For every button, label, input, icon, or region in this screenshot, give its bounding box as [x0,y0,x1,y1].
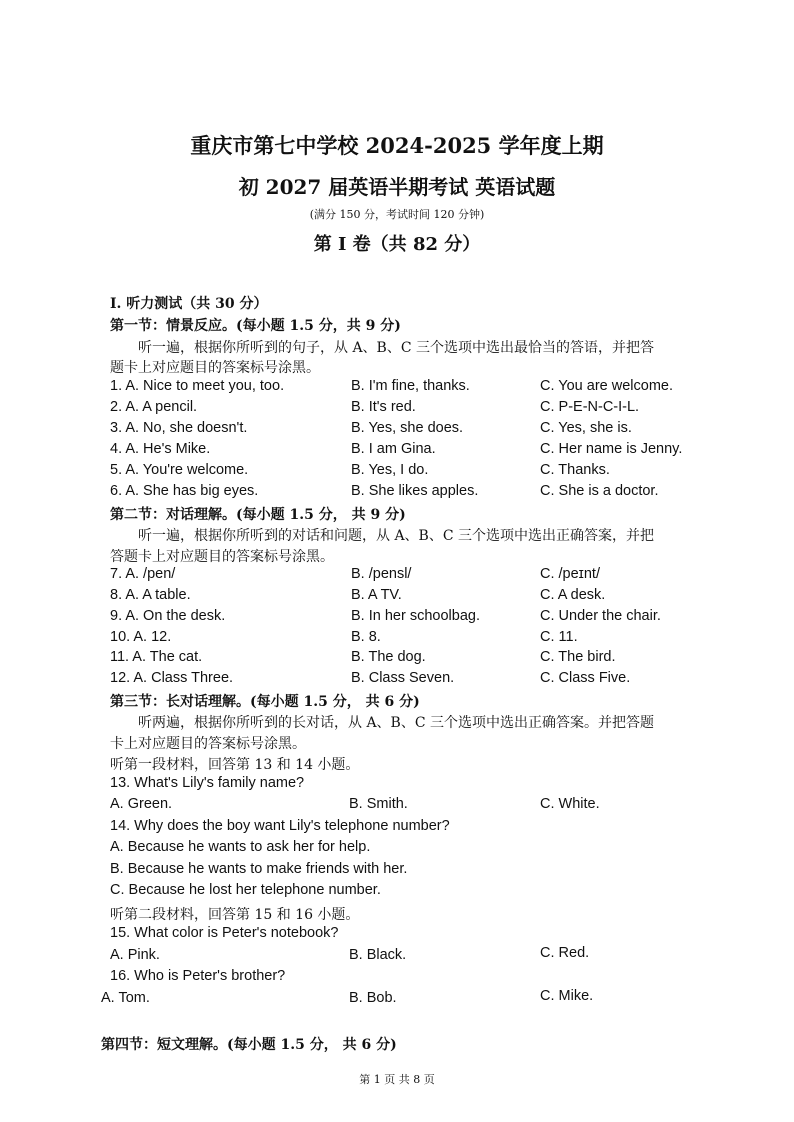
q11-option-c: C. The bird. [540,649,616,665]
q2-option-a: 2. A. A pencil. [110,399,198,415]
section1-heading: 第一节：情景反应。(每小题 1.5 分，共 9 分) [110,318,401,334]
q7-option-c: C. /peɪnt/ [540,566,600,582]
q6-option-a: 6. A. She has big eyes. [110,483,259,499]
q10-option-c: C. 11. [540,629,578,645]
q12-option-a: 12. A. Class Three. [110,670,234,686]
q15-option-b: B. Black. [349,947,407,963]
q7-option-a: 7. A. /pen/ [110,566,176,582]
q14-stem: 14. Why does the boy want Lily's telephone number? [110,818,450,834]
q1-option-c: C. You are welcome. [540,378,673,394]
q15-stem: 15. What color is Peter's notebook? [110,925,339,941]
section3-instruction-line1: 听两遍，根据你所听到的长对话，从 A、B、C 三个选项中选出正确答案。并把答题 [138,715,655,731]
section4-heading: 第四节：短文理解。(每小题 1.5 分， 共 6 分) [101,1037,397,1053]
q14-option-b: B. Because he wants to make friends with her. [110,861,408,877]
q16-option-b: B. Bob. [349,990,397,1006]
q10-option-a: 10. A. 12. [110,629,172,645]
q1-option-b: B. I'm fine, thanks. [351,378,470,394]
q3-option-a: 3. A. No, she doesn't. [110,420,248,436]
q13-stem: 13. What's Lily's family name? [110,775,305,791]
exam-title-line1: 重庆市第七中学校 2024-2025 学年度上期 [190,133,604,158]
q16-option-c: C. Mike. [540,988,594,1004]
q8-option-c: C. A desk. [540,587,606,603]
page-number: 第 1 页 共 8 页 [359,1073,435,1086]
q9-option-b: B. In her schoolbag. [351,608,480,624]
q15-option-a: A. Pink. [110,947,160,963]
section2-instruction-line1: 听一遍，根据你所听到的对话和问题，从 A、B、C 三个选项中选出正确答案，并把 [138,528,655,544]
q9-option-a: 9. A. On the desk. [110,608,226,624]
section1-instruction-line1: 听一遍，根据你所听到的句子，从 A、B、C 三个选项中选出最恰当的答语，并把答 [138,340,655,356]
q3-option-c: C. Yes, she is. [540,420,632,436]
section3-material2: 听第二段材料，回答第 15 和 16 小题。 [110,907,360,923]
q8-option-a: 8. A. A table. [110,587,191,603]
q6-option-b: B. She likes apples. [351,483,479,499]
q11-option-b: B. The dog. [351,649,426,665]
section3-instruction-line2: 卡上对应题目的答案标号涂黑。 [110,736,306,752]
part1-heading: I. 听力测试（共 30 分） [110,296,268,312]
q8-option-b: B. A TV. [351,587,402,603]
q4-option-a: 4. A. He's Mike. [110,441,211,457]
q3-option-b: B. Yes, she does. [351,420,464,436]
q12-option-b: B. Class Seven. [351,670,455,686]
q12-option-c: C. Class Five. [540,670,631,686]
q6-option-c: C. She is a doctor. [540,483,659,499]
q2-option-b: B. It's red. [351,399,416,415]
exam-title-line2: 初 2027 届英语半期考试 英语试题 [238,175,556,199]
exam-subtitle: (满分 150 分，考试时间 120 分钟) [309,208,485,221]
section1-instruction-line2: 题卡上对应题目的答案标号涂黑。 [110,360,320,376]
q9-option-c: C. Under the chair. [540,608,661,624]
q13-option-c: C. White. [540,796,600,812]
q11-option-a: 11. A. The cat. [110,649,203,665]
section3-heading: 第三节：长对话理解。(每小题 1.5 分， 共 6 分) [110,694,420,710]
q5-option-b: B. Yes, I do. [351,462,429,478]
section2-heading: 第二节：对话理解。(每小题 1.5 分， 共 9 分) [110,507,406,523]
q7-option-b: B. /pensl/ [351,566,412,582]
q13-option-b: B. Smith. [349,796,408,812]
q15-option-c: C. Red. [540,945,590,961]
section2-instruction-line2: 答题卡上对应题目的答案标号涂黑。 [110,549,334,565]
q13-option-a: A. Green. [110,796,173,812]
volume-heading: 第 I 卷（共 82 分） [313,234,481,255]
q4-option-b: B. I am Gina. [351,441,436,457]
q16-option-a: A. Tom. [101,990,150,1006]
q5-option-a: 5. A. You're welcome. [110,462,249,478]
q14-option-a: A. Because he wants to ask her for help. [110,839,371,855]
q10-option-b: B. 8. [351,629,381,645]
q14-option-c: C. Because he lost her telephone number. [110,882,381,898]
q16-stem: 16. Who is Peter's brother? [110,968,286,984]
q4-option-c: C. Her name is Jenny. [540,441,683,457]
q5-option-c: C. Thanks. [540,462,610,478]
q1-option-a: 1. A. Nice to meet you, too. [110,378,285,394]
section3-material1: 听第一段材料，回答第 13 和 14 小题。 [110,757,360,773]
q2-option-c: C. P-E-N-C-I-L. [540,399,640,415]
